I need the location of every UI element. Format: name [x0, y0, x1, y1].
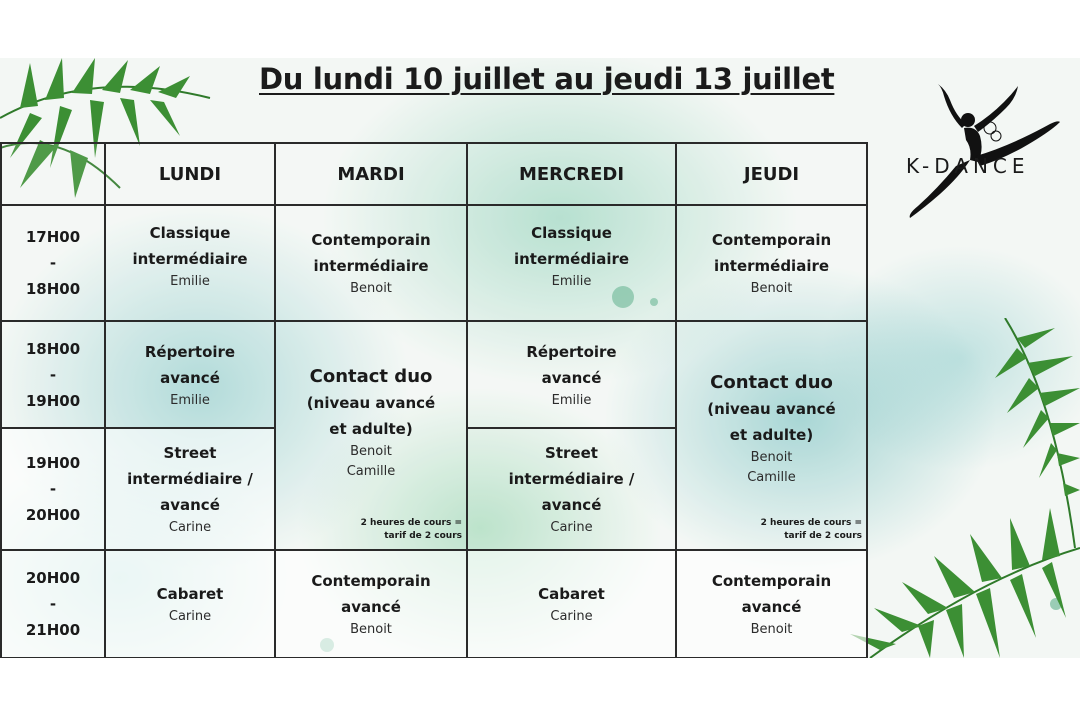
course-cell [468, 429, 677, 551]
course-level: avancé [160, 368, 220, 387]
course-level: et adulte) [729, 426, 814, 444]
teacher-name: Emilie [170, 392, 210, 408]
course-name: Contact duo [309, 366, 433, 387]
course-name: Contemporain [711, 572, 832, 590]
day-header-jeudi [677, 144, 868, 206]
time-start: 17H00 [25, 228, 81, 246]
teacher-name: Benoit [350, 622, 392, 637]
course-name: Contact duo [710, 372, 833, 393]
teacher-name: Benoit [350, 281, 392, 296]
course-cell [468, 551, 677, 658]
teacher-name: Benoit [350, 444, 392, 459]
teacher-name: Benoit [750, 622, 793, 637]
course-level: intermédiaire / [508, 470, 635, 488]
course-name: Street [163, 444, 217, 462]
time-sep: - [49, 365, 57, 384]
course-cell [468, 206, 677, 322]
day-label: MERCREDI [518, 163, 625, 185]
course-level: (niveau avancé [306, 394, 436, 412]
time-end: 20H00 [25, 506, 81, 524]
course-cell [106, 322, 276, 429]
palm-leaf-right-icon [995, 318, 1080, 548]
time-end: 21H00 [25, 621, 81, 639]
time-sep: - [49, 480, 57, 498]
course-name: Classique [531, 224, 612, 242]
course-cell [106, 551, 276, 658]
course-cell [468, 322, 677, 429]
time-sep: - [49, 254, 57, 272]
time-end: 18H00 [25, 280, 81, 298]
logo-text: K-DANCE [906, 154, 1030, 178]
course-name: Street [545, 444, 598, 462]
day-label: MARDI [337, 163, 405, 185]
time-sep: - [49, 595, 57, 613]
teacher-name: Emilie [551, 274, 592, 289]
course-level: intermédiaire [513, 250, 630, 268]
course-cell [677, 551, 868, 658]
day-header-lundi [106, 144, 276, 206]
corner-cell [2, 144, 106, 206]
price-note [761, 517, 862, 543]
teacher-name: Camille [747, 470, 796, 485]
day-label: LUNDI [158, 163, 222, 185]
time-slot-1 [2, 206, 106, 322]
teacher-name: Carine [168, 520, 212, 535]
course-name: Répertoire [526, 342, 617, 361]
teacher-name: Emilie [170, 274, 210, 289]
teacher-name: Benoit [750, 281, 793, 296]
course-level: avancé [541, 368, 602, 387]
page-title: Du lundi 10 juillet au jeudi 13 juillet [259, 62, 835, 96]
course-cell-double [276, 322, 468, 551]
day-header-mercredi [468, 144, 677, 206]
price-note-line: 2 heures de cours = [760, 518, 862, 528]
course-cell [276, 551, 468, 658]
course-name: Classique [149, 224, 231, 242]
course-name: Contemporain [311, 572, 431, 590]
course-name: Contemporain [711, 231, 832, 249]
course-cell [106, 206, 276, 322]
time-end: 19H00 [25, 391, 81, 410]
price-note-line: tarif de 2 cours [384, 531, 462, 541]
course-level: intermédiaire [713, 257, 830, 275]
time-start: 20H00 [25, 569, 81, 587]
time-start: 18H00 [25, 339, 81, 358]
course-level: avancé [341, 598, 401, 616]
course-level: intermédiaire [132, 250, 248, 268]
course-level: et adulte) [329, 420, 413, 438]
course-cell [276, 206, 468, 322]
course-name: Cabaret [538, 585, 605, 603]
course-name: Cabaret [156, 585, 224, 603]
time-start: 19H00 [25, 454, 81, 472]
teacher-name: Emilie [551, 392, 592, 408]
teacher-name: Camille [346, 464, 396, 479]
day-label: JEUDI [743, 163, 800, 185]
teacher-name: Carine [168, 609, 212, 624]
course-level: (niveau avancé [707, 400, 836, 418]
course-level: intermédiaire [313, 257, 429, 275]
day-header-mardi [276, 144, 468, 206]
course-level: avancé [741, 598, 802, 616]
course-cell [677, 206, 868, 322]
course-name: Répertoire [144, 342, 236, 361]
price-note-line: tarif de 2 cours [784, 531, 862, 541]
course-level: avancé [541, 496, 602, 514]
course-level: avancé [160, 496, 220, 514]
teacher-name: Benoit [750, 450, 793, 465]
price-note-line: 2 heures de cours = [360, 518, 462, 528]
schedule-poster [0, 58, 1080, 658]
teacher-name: Carine [550, 609, 593, 624]
paint-blot [1050, 598, 1062, 610]
time-slot-4 [2, 551, 106, 658]
time-slot-2 [2, 322, 106, 429]
course-level: intermédiaire / [127, 470, 253, 488]
time-slot-3 [2, 429, 106, 551]
course-cell [106, 429, 276, 551]
teacher-name: Carine [550, 520, 593, 535]
course-cell-double [677, 322, 868, 551]
course-name: Contemporain [311, 231, 431, 249]
schedule-table [0, 142, 868, 658]
price-note [361, 517, 462, 543]
